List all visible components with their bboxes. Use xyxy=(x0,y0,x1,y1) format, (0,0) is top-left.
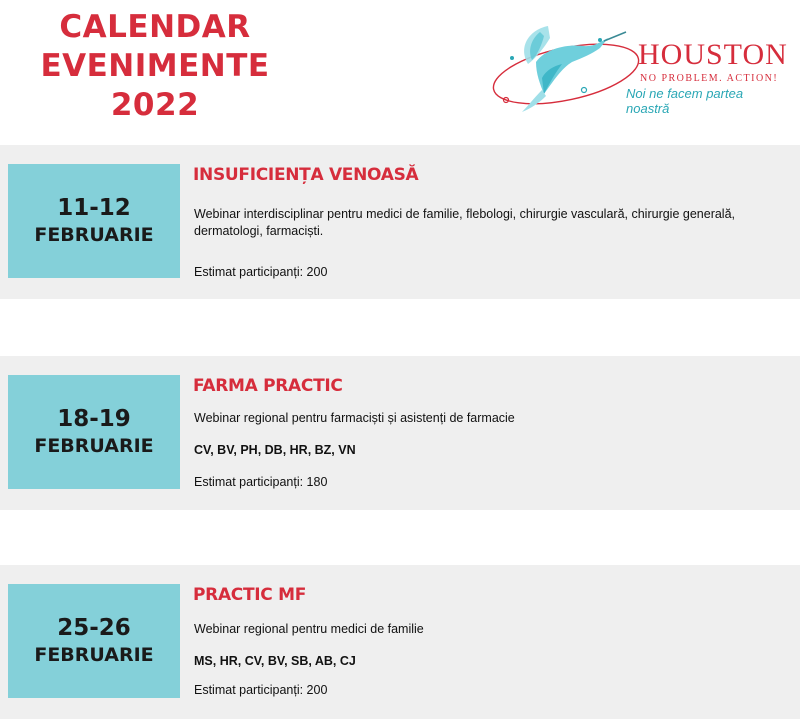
event-region-codes: MS, HR, CV, BV, SB, AB, CJ xyxy=(194,654,356,668)
event-estimate: Estimat participanți: 180 xyxy=(194,475,328,489)
event-card xyxy=(0,565,800,719)
event-date-box xyxy=(8,375,180,489)
event-date-month: FEBRUARIE xyxy=(34,223,154,246)
event-description: Webinar regional pentru medici de familie xyxy=(194,622,424,636)
logo-slogan: Noi ne facem partea noastră xyxy=(626,86,744,116)
title-line-2: EVENIMENTE xyxy=(40,48,270,84)
title-line-1: CALENDAR xyxy=(59,9,251,45)
houston-logo xyxy=(488,18,788,118)
event-title: FARMA PRACTIC xyxy=(193,376,343,396)
event-date-box xyxy=(8,164,180,278)
event-card xyxy=(0,145,800,299)
event-card xyxy=(0,356,800,510)
title-line-3: 2022 xyxy=(110,87,200,123)
event-title: INSUFICIENȚA VENOASĂ xyxy=(193,165,419,185)
event-date-month: FEBRUARIE xyxy=(34,434,154,457)
event-date-days: 18-19 xyxy=(57,405,131,432)
event-estimate: Estimat participanți: 200 xyxy=(194,265,328,279)
event-date-month: FEBRUARIE xyxy=(34,643,154,666)
event-date-days: 11-12 xyxy=(57,194,131,221)
page-title xyxy=(40,8,270,125)
event-description: Webinar regional pentru farmaciști și asistenți de farmacie xyxy=(194,411,515,425)
event-info xyxy=(193,565,793,719)
event-date-box xyxy=(8,584,180,698)
event-date-days: 25-26 xyxy=(57,614,131,641)
event-info xyxy=(193,356,793,510)
header xyxy=(0,0,800,145)
logo-brand: HOUSTON xyxy=(638,38,788,71)
event-estimate: Estimat participanți: 200 xyxy=(194,683,328,697)
logo-tagline: NO PROBLEM. ACTION! xyxy=(640,73,779,84)
event-info xyxy=(193,145,793,299)
event-region-codes: CV, BV, PH, DB, HR, BZ, VN xyxy=(194,443,356,457)
event-description: Webinar interdisciplinar pentru medici de familie, flebologi, chirurgie vasculară, chirurgie generală, dermatologi, farmaciști. xyxy=(194,207,736,238)
event-title: PRACTIC MF xyxy=(193,585,307,605)
